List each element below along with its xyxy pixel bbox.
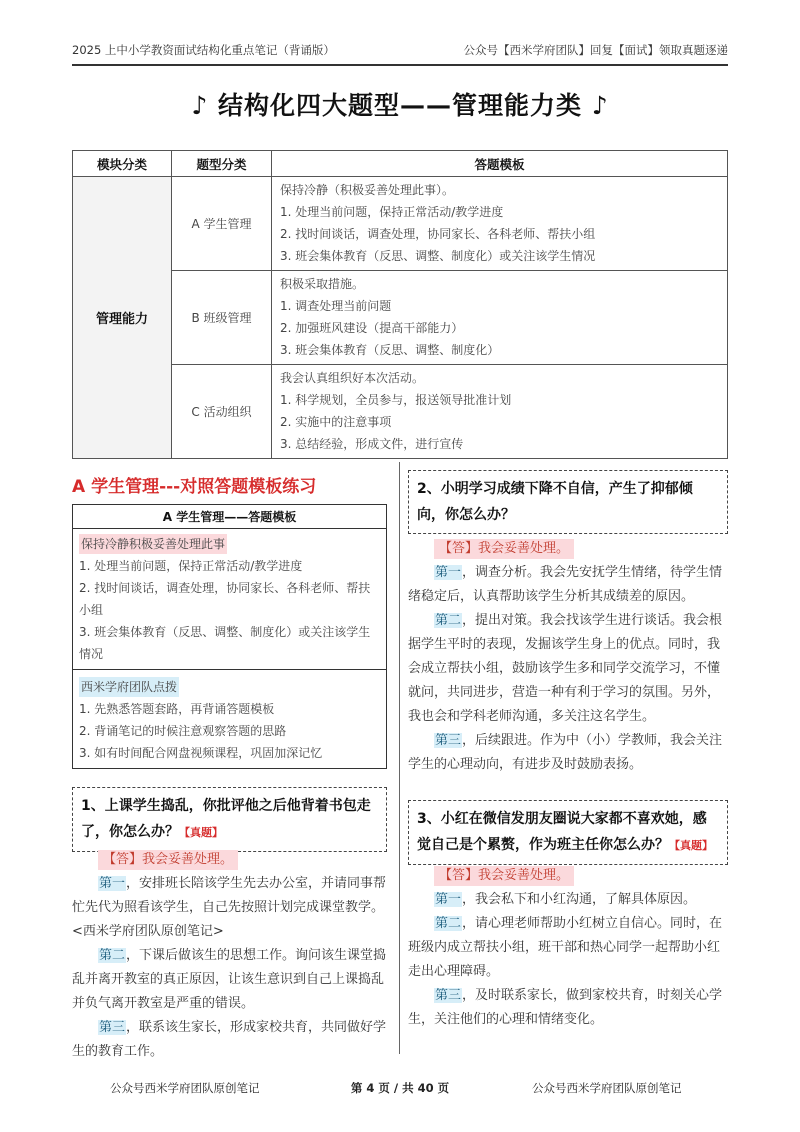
- section-title: A 学生管理---对照答题模板练习: [72, 477, 317, 497]
- template-item: 1. 处理当前问题，保持正常活动/教学进度: [79, 559, 303, 573]
- footer-right: 公众号西米学府团队原创笔记: [532, 1081, 682, 1095]
- answer-step: [408, 888, 728, 912]
- answer-step: [408, 912, 728, 984]
- tip-item: 2. 背诵笔记的时候注意观察答题的思路: [79, 724, 287, 738]
- template-line: 2. 找时间谈话，调查处理，协同家长、各科老师、帮扶小组: [280, 227, 596, 241]
- answer-step: [72, 1016, 387, 1064]
- step-text: ，安排班长陪该学生先去办公室，并请同事帮忙先代为照看该学生，自己先按照计划完成课堂教学。<西米学府团队原创笔记>: [72, 876, 387, 939]
- template-item: 3. 班会集体教育（反思、调整、制度化）或关注该学生情况: [79, 625, 371, 661]
- tips-head: 西米学府团队点拨: [79, 677, 179, 697]
- template-line: 1. 调查处理当前问题: [280, 299, 392, 313]
- step-label: 第三: [435, 733, 462, 748]
- tip-item: 3. 如有时间配合网盘视频课程，巩固加深记忆: [79, 746, 323, 760]
- step-label: 第二: [435, 613, 462, 628]
- type-cell: C 活动组织: [172, 365, 272, 459]
- template-line: 2. 实施中的注意事项: [280, 415, 392, 429]
- step-text: ，请心理老师帮助小红树立自信心。同时，在班级内成立帮扶小组，班干部和热心同学一起帮助小红走出心理障碍。: [408, 916, 723, 979]
- mini-template-box: [72, 504, 387, 769]
- template-line: 我会认真组织好本次活动。: [280, 371, 425, 385]
- template-cell: [272, 177, 728, 271]
- table-row: [73, 177, 728, 271]
- answer-block-3: [408, 864, 728, 1032]
- step-label: 第一: [99, 876, 126, 891]
- real-exam-tag: 【真题】: [179, 826, 223, 839]
- step-text: ，提出对策。我会找该学生进行谈话。我会根据学生平时的表现，发掘该学生身上的优点。同时，我会成立帮扶小组，鼓励该学生多和同学交流学习，不懂就问，共同进步，营造一种有利于学习的氛围。另外，我也会和学科老师沟通，多关注这名学生。: [408, 613, 723, 724]
- real-exam-tag: 【真题】: [669, 839, 713, 852]
- answer-step: [408, 729, 728, 777]
- step-label: 第一: [435, 892, 462, 907]
- table-row: [73, 271, 728, 365]
- column-divider: [399, 462, 400, 1054]
- template-line: 1. 处理当前问题，保持正常活动/教学进度: [280, 205, 504, 219]
- answer-tag: 【答】我会妥善处理。: [434, 539, 574, 559]
- answer-step: [408, 609, 728, 729]
- step-text: ，联系该生家长，形成家校共育，共同做好学生的教育工作。: [72, 1020, 387, 1059]
- header-right-text: 公众号【西米学府团队】回复【面试】领取真题逐递: [463, 43, 728, 57]
- step-text: ，我会私下和小红沟通，了解具体原因。: [462, 892, 697, 907]
- question-box-2: [408, 470, 728, 534]
- answer-step: [408, 561, 728, 609]
- template-line: 保持冷静（积极妥善处理此事）。: [280, 183, 455, 197]
- answer-template-table: [72, 150, 728, 459]
- header-left-text: 2025 上中小学教资面试结构化重点笔记（背诵版）: [72, 43, 335, 57]
- type-cell: B 班级管理: [172, 271, 272, 365]
- step-text: ，下课后做该生的思想工作。询问该生课堂捣乱并离开教室的真正原因，让该生意识到自己上课捣乱并负气离开教室是严重的错误。: [72, 948, 387, 1011]
- page-header: [72, 36, 728, 66]
- question-text: 3、小红在微信发朋友圈说大家都不喜欢她，感觉自己是个累赘，作为班主任你怎么办？: [417, 811, 707, 853]
- question-text: 2、小明学习成绩下降不自信，产生了抑郁倾向，你怎么办？: [417, 481, 693, 523]
- answer-step: [72, 944, 387, 1016]
- answer-block-1: [72, 848, 387, 1064]
- mini-template-body: [73, 529, 386, 669]
- question-box-3: [408, 800, 728, 865]
- template-line: 3. 总结经验，形成文件，进行宣传: [280, 437, 464, 451]
- answer-tag: 【答】我会妥善处理。: [98, 850, 238, 870]
- step-text: ，调查分析。我会先安抚学生情绪，待学生情绪稳定后，认真帮助该学生分析其成绩差的原因。: [408, 565, 723, 604]
- table-header-type: 题型分类: [172, 151, 272, 177]
- module-cell: 管理能力: [73, 177, 172, 459]
- tips-body: [73, 669, 386, 768]
- table-row: [73, 365, 728, 459]
- step-label: 第二: [99, 948, 126, 963]
- template-cell: [272, 271, 728, 365]
- template-item: 2. 找时间谈话，调查处理，协同家长、各科老师、帮扶小组: [79, 581, 371, 617]
- table-header-module: 模块分类: [73, 151, 172, 177]
- type-cell: A 学生管理: [172, 177, 272, 271]
- template-first-line: 保持冷静积极妥善处理此事: [79, 534, 227, 554]
- answer-block-2: [408, 537, 728, 777]
- step-text: ，后续跟进。作为中（小）学教师，我会关注学生的心理动向，有进步及时鼓励表扬。: [408, 733, 723, 772]
- answer-step: [72, 872, 387, 944]
- template-cell: [272, 365, 728, 459]
- page-title: ♪ 结构化四大题型——管理能力类 ♪: [191, 91, 609, 120]
- step-label: 第三: [435, 988, 462, 1003]
- answer-step: [408, 984, 728, 1032]
- step-label: 第一: [435, 565, 462, 580]
- template-line: 2. 加强班风建设（提高干部能力）: [280, 321, 464, 335]
- step-label: 第三: [99, 1020, 126, 1035]
- mini-template-head: A 学生管理——答题模板: [73, 505, 386, 529]
- question-text: 1、上课学生捣乱，你批评他之后他背着书包走了，你怎么办？: [81, 798, 371, 840]
- template-line: 3. 班会集体教育（反思、调整、制度化）或关注该学生情况: [280, 249, 596, 263]
- template-line: 积极采取措施。: [280, 277, 365, 291]
- footer-left: 公众号西米学府团队原创笔记: [110, 1081, 260, 1095]
- step-text: ，及时联系家长，做到家校共育，时刻关心学生，关注他们的心理和情绪变化。: [408, 988, 723, 1027]
- tip-item: 1. 先熟悉答题套路，再背诵答题模板: [79, 702, 275, 716]
- template-line: 1. 科学规划，全员参与，报送领导批准计划: [280, 393, 512, 407]
- page-number: 第 4 页 / 共 40 页: [350, 1081, 450, 1095]
- template-line: 3. 班会集体教育（反思、调整、制度化）: [280, 343, 500, 357]
- answer-tag: 【答】我会妥善处理。: [434, 866, 574, 886]
- step-label: 第二: [435, 916, 462, 931]
- table-header-row: [73, 151, 728, 177]
- question-box-1: [72, 787, 387, 852]
- table-header-template: 答题模板: [272, 151, 728, 177]
